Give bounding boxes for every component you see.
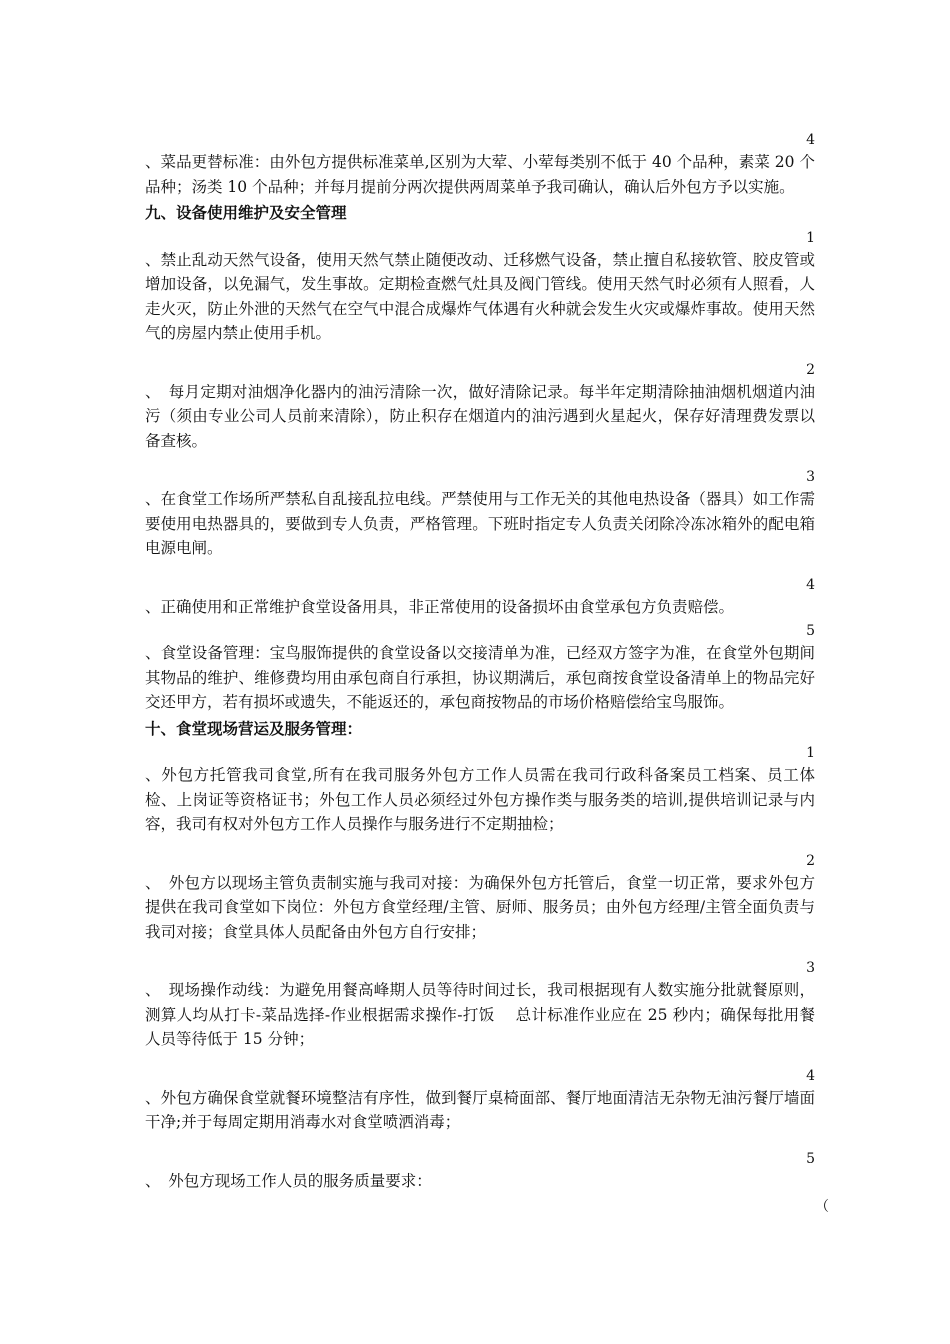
item-number: 4	[806, 576, 815, 593]
trailing-paren: （	[815, 1199, 829, 1215]
document-page	[145, 128, 815, 1193]
section-9-item-3: 、在食堂工作场所严禁私自乱接乱拉电线。严禁使用与工作无关的其他电热设备（器具）如工作需要使用电热器具的，要做到专人负责，严格管理。下班时指定专人负责关闭除冷冻冰箱外的配电箱电源电闸。	[145, 490, 815, 557]
item-number: 5	[806, 1150, 815, 1167]
section-10-item-2: 、 外包方以现场主管负责制实施与我司对接：为确保外包方托管后，食堂一切正常，要求外包方提供在我司食堂如下岗位：外包方食堂经理/主管、厨师、服务员；由外包方经理/主管全面负责与我司对接；食堂具体人员配备由外包方自行安排；	[145, 873, 815, 941]
item-number: 4	[806, 132, 815, 148]
item-number: 2	[806, 361, 815, 378]
section-10-item-4: 、外包方确保食堂就餐环境整洁有序性，做到餐厅桌椅面部、餐厅地面清洁无杂物无油污餐厅墙面干净;并于每周定期用消毒水对食堂喷洒消毒；	[145, 1088, 815, 1131]
item-number: 5	[806, 623, 815, 639]
section-9-item-1: 、禁止乱动天然气设备，使用天然气禁止随便改动、迁移燃气设备，禁止擅自私接软管、胶皮管或增加设备，以免漏气，发生事故。定期检查燃气灶具及阀门管线。使用天然气时必须有人照看，人走火灭，防止外泄的天然气在空气中混合成爆炸气体遇有火种就会发生火灾或爆炸事故。使用天然气的房屋内禁止使用手机。	[145, 250, 815, 342]
section-9-item-2: 、 每月定期对油烟净化器内的油污清除一次，做好清除记录。每半年定期清除抽油烟机烟道内油污（须由专业公司人员前来清除），防止积存在烟道内的油污遇到火星起火，保存好清理费发票以备查核。	[145, 382, 815, 450]
item-number: 4	[806, 1067, 815, 1084]
menu-standard-paragraph: 、菜品更替标准：由外包方提供标准菜单,区别为大荤、小荤每类别不低于 40 个品种，素菜 20 个品种；汤类 10 个品种；并每月提前分两次提供两周菜单予我司确认，确认后外包方予以实施。	[145, 153, 815, 196]
item-number: 1	[806, 229, 815, 246]
section-10-item-1: 、外包方托管我司食堂,所有在我司服务外包方工作人员需在我司行政科备案员工档案、员工体检、上岗证等资格证书；外包工作人员必须经过外包方操作类与服务类的培训,提供培训记录与内容，我司有权对外包方工作人员操作与服务进行不定期抽检；	[145, 766, 815, 833]
item-number: 3	[806, 960, 815, 976]
item-number: 2	[806, 852, 815, 869]
section-10-item-3: 、 现场操作动线：为避免用餐高峰期人员等待时间过长，我司根据现有人数实施分批就餐原则，测算人均从打卡-菜品选择-作业根据需求操作-打饭 总计标准作业应在 25 秒内；确保每批用餐人员等待低于 15 分钟；	[145, 981, 815, 1048]
section-9-heading: 九、设备使用维护及安全管理	[145, 203, 347, 222]
section-10-item-5: 、 外包方现场工作人员的服务质量要求：	[145, 1171, 432, 1190]
item-number: 1	[806, 745, 815, 761]
section-9-item-4: 、正确使用和正常维护食堂设备用具，非正常使用的设备损坏由食堂承包方负责赔偿。	[145, 597, 735, 616]
section-10-heading: 十、食堂现场营运及服务管理：	[145, 718, 363, 738]
section-9-item-5: 、食堂设备管理：宝鸟服饰提供的食堂设备以交接清单为准，已经双方签字为准，在食堂外包期间其物品的维护、维修费均用由承包商自行承担，协议期满后，承包商按食堂设备清单上的物品完好交还甲方，若有损坏或遗失，不能返还的，承包商按物品的市场价格赔偿给宝鸟服饰。	[145, 644, 815, 711]
item-number: 3	[806, 469, 815, 485]
